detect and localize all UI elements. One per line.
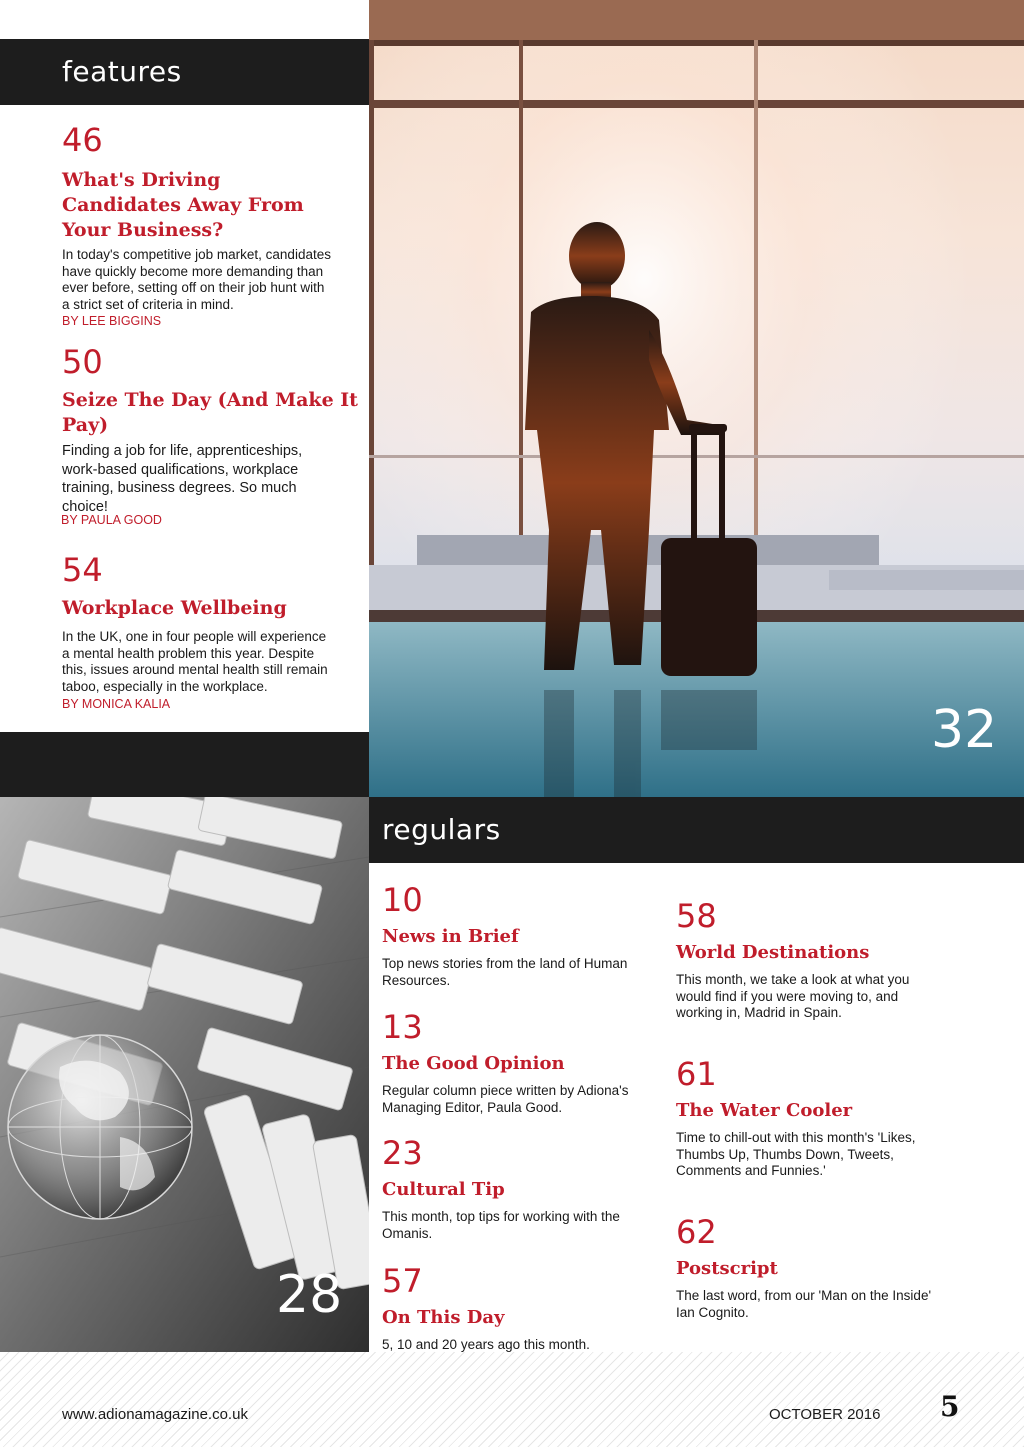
airport-page-number: 32 bbox=[931, 700, 998, 760]
globe-icon bbox=[8, 1035, 192, 1219]
regular-page-number: 13 bbox=[382, 1008, 423, 1046]
regular-page-number: 58 bbox=[676, 897, 717, 935]
feature-page-number: 46 bbox=[62, 121, 103, 159]
feature-title: What's Driving Candidates Away From Your Business? bbox=[62, 169, 304, 241]
regular-title: Cultural Tip bbox=[382, 1179, 505, 1200]
feature-title: Seize The Day (And Make It Pay) bbox=[62, 389, 358, 436]
regular-item-62[interactable] bbox=[676, 1213, 976, 1321]
features-header-bar bbox=[0, 39, 369, 105]
feature-item-46[interactable] bbox=[62, 121, 362, 329]
regular-page-number: 57 bbox=[382, 1262, 423, 1300]
feature-byline: BY LEE BIGGINS bbox=[62, 314, 162, 328]
feature-description: Finding a job for life, apprenticeships, work-based qualifications, workplace training, business degrees. So much choice! bbox=[62, 443, 303, 515]
regular-description: Regular column piece written by Adiona's Managing Editor, Paula Good. bbox=[382, 1083, 629, 1115]
feature-item-50[interactable] bbox=[61, 343, 362, 528]
footer-website-link[interactable]: www.adionamagazine.co.uk bbox=[62, 1406, 248, 1423]
feature-item-54[interactable] bbox=[62, 551, 362, 712]
regular-page-number: 62 bbox=[676, 1213, 717, 1251]
regular-title: Postscript bbox=[676, 1258, 778, 1279]
feature-title: Workplace Wellbeing bbox=[62, 597, 287, 619]
regular-item-57[interactable] bbox=[382, 1262, 662, 1354]
regular-page-number: 23 bbox=[382, 1134, 423, 1172]
regular-description: This month, top tips for working with the Omanis. bbox=[382, 1209, 620, 1241]
regular-title: World Destinations bbox=[676, 942, 870, 963]
regular-description: This month, we take a look at what you would find if you were moving to, and working in, Madrid in Spain. bbox=[676, 972, 910, 1020]
regular-title: The Good Opinion bbox=[382, 1053, 565, 1074]
regulars-header-bar bbox=[369, 797, 1024, 863]
globe-dominoes-photo bbox=[0, 797, 369, 1352]
feature-page-number: 50 bbox=[62, 343, 103, 381]
regular-item-23[interactable] bbox=[382, 1134, 662, 1242]
regular-page-number: 10 bbox=[382, 881, 423, 919]
regular-page-number: 61 bbox=[676, 1055, 717, 1093]
regular-title: The Water Cooler bbox=[676, 1100, 853, 1121]
regular-item-61[interactable] bbox=[676, 1055, 976, 1180]
regular-description: Time to chill-out with this month's 'Likes, Thumbs Up, Thumbs Down, Tweets, Comments and Funnies.' bbox=[676, 1130, 916, 1178]
footer-stripes bbox=[0, 1352, 1024, 1447]
regular-description: 5, 10 and 20 years ago this month. bbox=[382, 1337, 590, 1352]
feature-byline: BY PAULA GOOD bbox=[61, 513, 162, 527]
regular-description: The last word, from our 'Man on the Inside' Ian Cognito. bbox=[676, 1288, 932, 1320]
feature-description: In today's competitive job market, candidates have quickly become more demanding than ever before, setting off on their job hunt with a strict set of criteria in mind. bbox=[62, 247, 331, 312]
footer-issue-date: OCTOBER 2016 bbox=[769, 1406, 881, 1423]
feature-byline: BY MONICA KALIA bbox=[62, 697, 171, 711]
features-bottom-band bbox=[0, 732, 369, 797]
globe-page-number: 28 bbox=[276, 1265, 343, 1325]
regular-item-58[interactable] bbox=[676, 897, 976, 1022]
airport-silhouette-illustration bbox=[369, 0, 1024, 797]
regular-item-13[interactable] bbox=[382, 1008, 662, 1116]
airport-photo bbox=[369, 0, 1024, 797]
footer-page-number: 5 bbox=[940, 1390, 960, 1423]
feature-page-number: 54 bbox=[62, 551, 103, 589]
regular-title: News in Brief bbox=[382, 926, 519, 947]
regulars-heading: regulars bbox=[382, 813, 501, 846]
regular-item-10[interactable] bbox=[382, 881, 662, 989]
features-heading: features bbox=[62, 55, 182, 88]
regular-title: On This Day bbox=[382, 1307, 505, 1328]
feature-description: In the UK, one in four people will experience a mental health problem this year. Despite this, issues around mental health still remain taboo, especially in the workplace. bbox=[62, 629, 328, 694]
regular-description: Top news stories from the land of Human Resources. bbox=[382, 956, 628, 988]
